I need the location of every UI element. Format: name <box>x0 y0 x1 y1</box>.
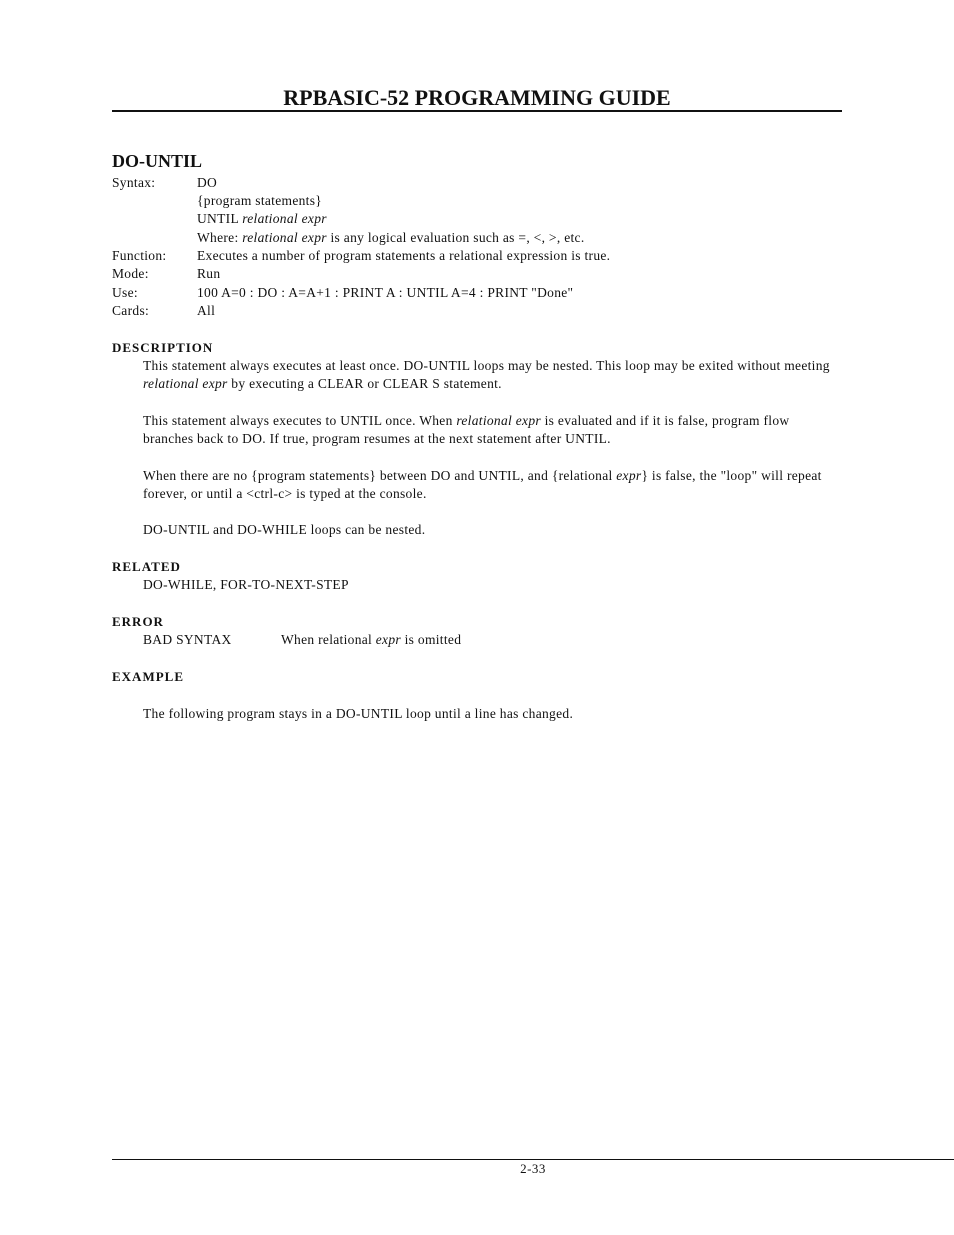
where-expr: relational expr <box>242 230 327 245</box>
error-desc-a: When relational <box>281 632 376 647</box>
description-heading: DESCRIPTION <box>112 340 214 355</box>
example-text: The following program stays in a DO-UNTIL loop until a line has changed. <box>143 706 574 721</box>
cards-label: Cards: <box>112 303 150 318</box>
error-row <box>143 631 843 649</box>
cards-value: All <box>197 303 216 318</box>
syntax-line-2: {program statements} <box>197 193 323 208</box>
description-paragraph-3: When there are no {program statements} between DO and UNTIL, and {relational expr} is false, the "loop" will repeat forever, or until a <ctrl-c> is typed at the console. <box>143 468 822 502</box>
mode-label: Mode: <box>112 266 149 281</box>
mode-row <box>112 265 220 283</box>
description-paragraph-2: This statement always executes to UNTIL once. When relational expr is evaluated and if it is false, program flow branches back to DO. If true, program resumes at the next statement after UNTIL. <box>143 413 790 447</box>
section-title: DO-UNTIL <box>112 151 203 171</box>
syntax-where <box>112 229 585 247</box>
syntax-line-1: DO <box>197 175 218 190</box>
error-desc-b: is omitted <box>400 632 462 647</box>
function-value: Executes a number of program statements a relational expression is true. <box>197 248 611 263</box>
description-paragraph-4: DO-UNTIL and DO-WHILE loops can be nested. <box>143 522 426 537</box>
mode-value: Run <box>197 266 221 281</box>
where-suffix: is any logical evaluation such as =, <, >, etc. <box>326 230 585 245</box>
use-label: Use: <box>112 285 138 300</box>
error-heading: ERROR <box>112 614 164 629</box>
header-rule <box>112 110 842 112</box>
related-value: DO-WHILE, FOR-TO-NEXT-STEP <box>143 577 349 592</box>
syntax-row <box>112 174 217 192</box>
error-code: BAD SYNTAX <box>143 632 232 647</box>
use-value: 100 A=0 : DO : A=A+1 : PRINT A : UNTIL A=4 : PRINT "Done" <box>197 285 574 300</box>
page-number: 2-33 <box>520 1161 546 1176</box>
description-paragraph-1: This statement always executes at least once. DO-UNTIL loops may be nested. This loop may be exited without meeting relational expr by executing a CLEAR or CLEAR S statement. <box>143 358 830 392</box>
cards-row <box>112 302 215 320</box>
footer-rule <box>112 1159 954 1160</box>
syntax-until: UNTIL <box>197 211 239 226</box>
example-heading: EXAMPLE <box>112 669 184 684</box>
error-desc-expr: expr <box>375 632 401 647</box>
use-row <box>112 284 573 302</box>
where-prefix: Where: <box>197 230 243 245</box>
function-row <box>112 247 610 265</box>
related-heading: RELATED <box>112 559 181 574</box>
syntax-label: Syntax: <box>112 175 156 190</box>
syntax-until-expr: relational expr <box>242 211 327 226</box>
syntax-line-3 <box>112 210 327 228</box>
page-header-title: RPBASIC-52 PROGRAMMING GUIDE <box>283 85 671 110</box>
function-label: Function: <box>112 248 167 263</box>
